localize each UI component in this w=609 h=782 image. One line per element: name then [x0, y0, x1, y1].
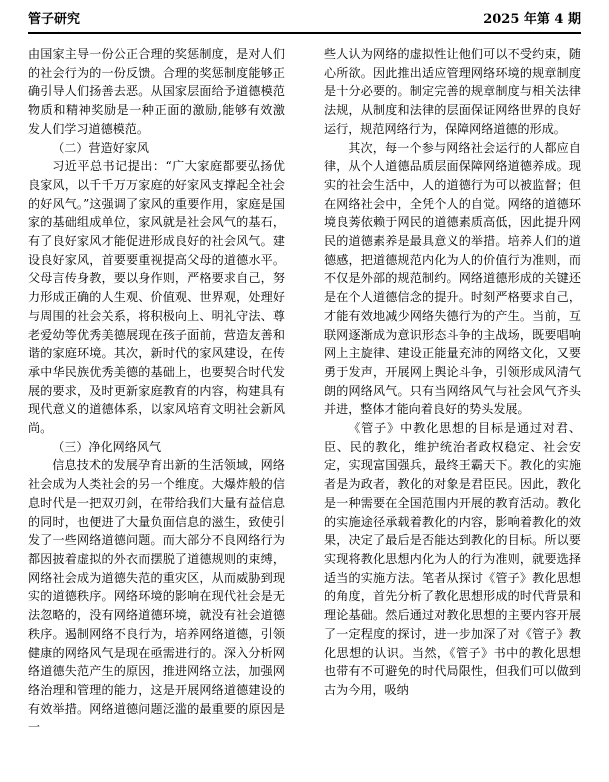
paragraph-right-1: 些人认为网络的虚拟性让他们可以不受约束，随心所欲。因此推出适应管理网络环境的规章制度是十分必要的。制定完善的规章制度与相关法律法规，从制度和法律的层面保证网络世界的良好运行，规范网络行为，保障网络道德的形成。	[324, 47, 581, 136]
issue-number: 2025 年第 4 期	[483, 12, 581, 27]
paragraph-right-3: 《管子》中教化思想的目标是通过对君、臣、民的教化，维护统治者政权稳定、社会安定，实现富国强兵，最终王霸天下。教化的实施者是为政者，教化的对象是君臣民。因此，教化是一种需要在全国范围内开展的教育活动。教化的实施途径承载着教化的内容，影响着教化的效果，决定了最后是否能达到教化的目标。所以要实现将教化思想内化为人的行为准则，就要选择适当的实施方法。笔者从探讨《管子》教化思想的角度，首先分析了教化思想形成的时代背景和理论基础。然后通过对教化思想的主要内容开展了一定程度的探讨，进一步加深了对《管子》教化思想的认识。当然，《管子》书中的教化思想也带有不可避免的时代局限性，但我们可以做到古为今用，吸纳	[324, 421, 581, 697]
paragraph-left-3: 信息技术的发展孕育出新的生活领域，网络社会成为人类社会的另一个维度。大爆炸般的信息时代是一把双刃剑，在带给我们大量有益信息的同时，也便进了大量负面信息的滋生，致使引发了一些网络道德问题。而大部分不良网络行为都因披着虚拟的外衣而摆脱了道德规则的束缚，网络社会成为道德失范的重灾区，从而威胁到现实的道德秩序。网络环境的影响在现代社会是无法忽略的，没有网络道德环境，就没有社会道德秩序。遏制网络不良行为，培养网络道德，引领健康的网络风气是现在亟需进行的。深入分析网络道德失范产生的原因，推进网络立法，加强网络治理和管理的能力，这是开展网络道德建设的有效举措。网络道德问题泛滥的最重要的原因是一	[28, 458, 285, 735]
right-column	[324, 45, 581, 700]
paragraph-left-1: 由国家主导一份公正合理的奖惩制度，是对人们的社会行为的一份反馈。合理的奖惩制度能够正确引导人们扬善去恶。从国家层面给予道德模范物质和精神奖励是一种正面的激励,能够有效激发人们学习道德模范。	[28, 47, 285, 136]
paragraph-left-2: 习近平总书记提出：“广大家庭都要弘扬优良家风，以千千万万家庭的好家风支撑起全社会的好风气。”这强调了家风的重要作用，家庭是国家的基础组成单位，家风就是社会风气的基石，有了良好家风才能促进形成良好的社会风气。建设良好家风，首要要重视提高父母的道德水平。父母言传身教，要以身作则，严格要求自己，努力形成正确的人生观、价值观、世界观，处理好与周围的社会关系，将积极向上、明礼守法、尊老爱幼等优秀美德展现在孩子面前，营造友善和谐的家庭环境。其次，新时代的家风建设，在传承中华民族优秀美德的基础上，也要契合时代发展的要求，及时更新家庭教育的内容，构建具有现代意义的道德体系，以家风培育文明社会新风尚。	[28, 159, 285, 436]
section-heading-family-style: （二）营造好家风	[52, 140, 149, 155]
left-column	[28, 45, 285, 737]
paragraph-right-2: 其次，每一个参与网络社会运行的人都应自律，从个人道德品质层面保障网络道德养成。现实的社会生活中，人的道德行为可以被监督；但在网络社会中，全凭个人的自觉。网络的道德环境良莠依赖于网民的道德素质高低，因此提升网民的道德素养是最具意义的举措。培养人们的道德感，把道德规范内化为人的价值行为准则，而不仅是外部的规范制约。网络道德形成的关键还是在个人道德信念的提升。时刻严格要求自己，才能有效地减少网络失德行为的产生。当前，互联网逐渐成为意识形态斗争的主战场，既要唱响网上主旋律、建设正能量充沛的网络文化，又要勇于发声，开展网上舆论斗争，引领形成风清气朗的网络风气。只有当网络风气与社会风气齐头并进，整体才能向着良好的势头发展。	[324, 140, 581, 417]
page-header	[28, 0, 581, 38]
journal-name: 管子研究	[28, 12, 81, 27]
header-rule	[28, 32, 581, 34]
section-heading-network-style: （三）净化网络风气	[52, 439, 162, 454]
